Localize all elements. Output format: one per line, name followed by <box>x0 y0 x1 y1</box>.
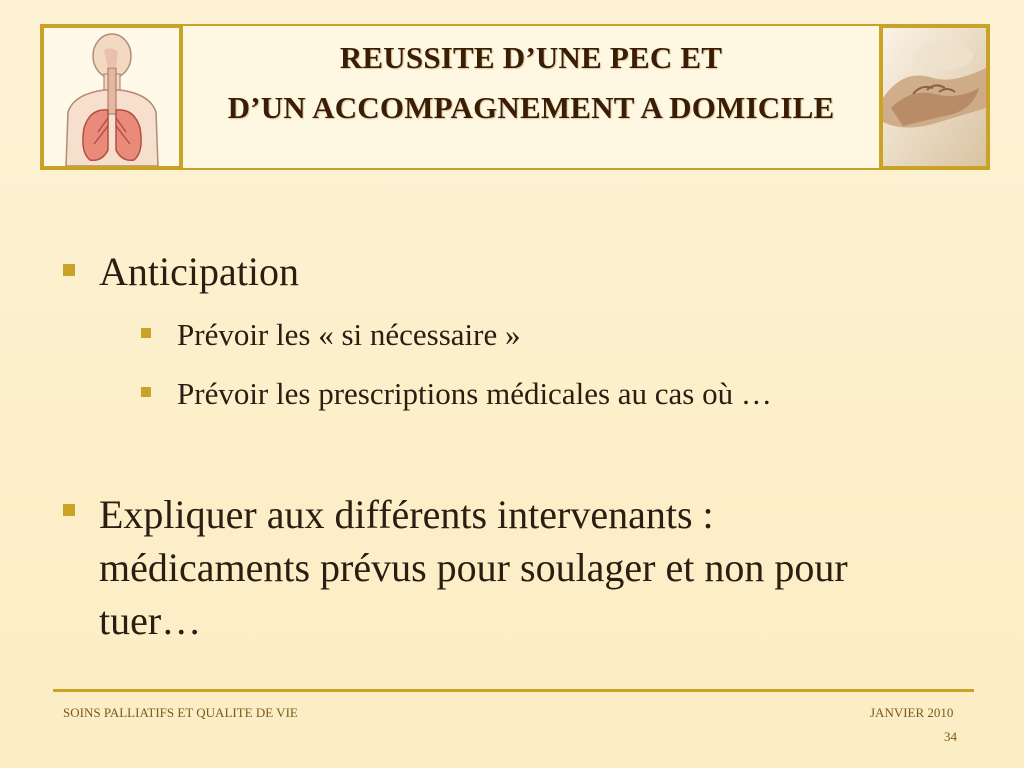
bullet-square-icon <box>141 387 151 397</box>
holding-hands-image <box>879 24 990 170</box>
bullet-text: Anticipation <box>99 249 299 294</box>
slide-title-line-2: D’UN ACCOMPAGNEMENT A DOMICILE <box>227 90 835 125</box>
page-number: 34 <box>944 729 957 744</box>
sub-bullet-si-necessaire <box>141 316 520 353</box>
bullet-line-2: médicaments prévus pour soulager et non pour <box>99 545 848 590</box>
lungs-anatomy-icon <box>44 28 179 166</box>
bullet-line-1: Expliquer aux différents intervenants : <box>99 492 714 537</box>
holding-hands-icon <box>883 28 986 166</box>
bullet-anticipation <box>63 248 299 295</box>
footer-left-text: SOINS PALLIATIFS ET QUALITE DE VIE <box>63 705 298 720</box>
sub-bullet-text: Prévoir les prescriptions médicales au cas où … <box>177 376 772 411</box>
bullet-text-multiline <box>99 488 848 647</box>
bullet-square-icon <box>63 504 75 516</box>
footer-divider <box>53 689 974 692</box>
sub-bullet-text: Prévoir les « si nécessaire » <box>177 317 521 352</box>
lungs-anatomy-image <box>40 24 183 170</box>
bullet-square-icon <box>63 264 75 276</box>
slide-title-line-1: REUSSITE D’UNE PEC ET <box>339 40 723 75</box>
bullet-square-icon <box>141 328 151 338</box>
sub-bullet-prescriptions <box>141 375 772 412</box>
bullet-expliquer <box>63 488 963 647</box>
bullet-line-3: tuer… <box>99 598 202 643</box>
footer-date: JANVIER 2010 <box>870 705 954 720</box>
